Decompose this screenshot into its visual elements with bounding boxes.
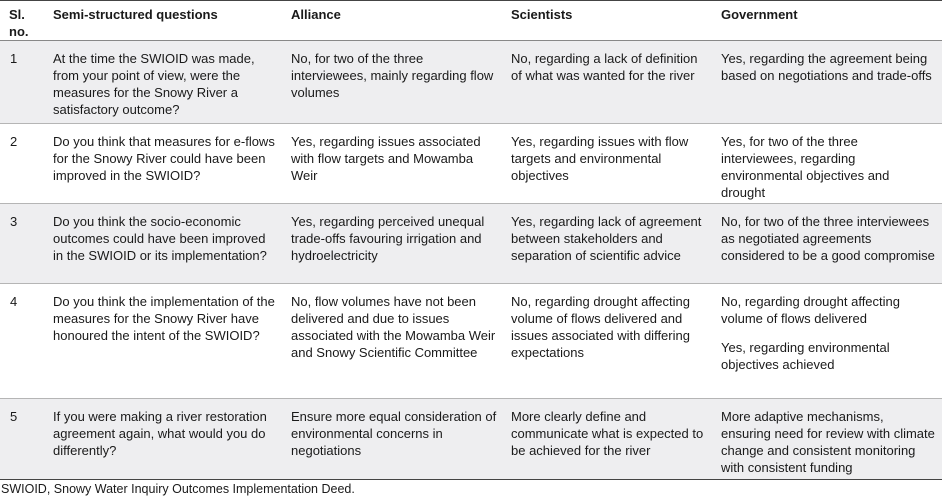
- cell-sl-no: 1: [10, 51, 18, 66]
- table-row: [0, 399, 942, 480]
- cell-sl-no: 4: [10, 294, 18, 309]
- cell-government: More adaptive mechanisms, ensuring need for review with climate change and consistent monitoring with consistent funding: [721, 409, 935, 475]
- cell-question: At the time the SWIOID was made, from your point of view, were the measures for the Snowy River a satisfactory outcome?: [53, 51, 255, 117]
- cell-question: If you were making a river restoration agreement again, what would you do differently?: [53, 409, 267, 458]
- cell-scientists: Yes, regarding lack of agreement between stakeholders and separation of scientific advice: [511, 214, 702, 263]
- cell-question: Do you think the socio-economic outcomes could have been improved in the SWIOID or its implementation?: [53, 214, 267, 263]
- table-row: [0, 284, 942, 399]
- header-sl-no: Sl. no.: [9, 7, 29, 39]
- header-questions: Semi-structured questions: [53, 7, 218, 22]
- cell-government-para-2: Yes, regarding environmental objectives achieved: [721, 340, 890, 372]
- cell-government: No, for two of the three interviewees as negotiated agreements considered to be a good compromise: [721, 214, 935, 263]
- cell-alliance: No, for two of the three interviewees, mainly regarding flow volumes: [291, 51, 494, 100]
- table-body: [0, 41, 942, 480]
- table-row: [0, 41, 942, 124]
- header-government: Government: [721, 7, 798, 22]
- table-footnote: SWIOID, Snowy Water Inquiry Outcomes Implementation Deed.: [1, 482, 355, 496]
- cell-question: Do you think the implementation of the measures for the Snowy River have honoured the intent of the SWIOID?: [53, 294, 275, 343]
- cell-scientists: No, regarding drought affecting volume of flows delivered and issues associated with differing expectations: [511, 294, 690, 360]
- cell-alliance: Yes, regarding issues associated with flow targets and Mowamba Weir: [291, 134, 481, 183]
- cell-scientists: Yes, regarding issues with flow targets and environmental objectives: [511, 134, 689, 183]
- cell-alliance: Ensure more equal consideration of environmental concerns in negotiations: [291, 409, 497, 458]
- cell-alliance: Yes, regarding perceived unequal trade-offs favouring irrigation and hydroelectricity: [291, 214, 485, 263]
- cell-scientists: No, regarding a lack of definition of what was wanted for the river: [511, 51, 698, 83]
- table-row: [0, 124, 942, 204]
- header-scientists: Scientists: [511, 7, 573, 22]
- cell-government: Yes, regarding the agreement being based on negotiations and trade-offs: [721, 51, 932, 83]
- cell-sl-no: 2: [10, 134, 18, 149]
- table-row: [0, 204, 942, 284]
- cell-alliance: No, flow volumes have not been delivered and due to issues associated with the Mowamba Weir and Snowy Scientific Committee: [291, 294, 496, 360]
- cell-question: Do you think that measures for e-flows for the Snowy River could have been improved in the SWIOID?: [53, 134, 275, 183]
- cell-government-para-1: No, regarding drought affecting volume of flows delivered: [721, 294, 900, 326]
- header-alliance: Alliance: [291, 7, 341, 22]
- cell-sl-no: 5: [10, 409, 18, 424]
- cell-government: Yes, for two of the three interviewees, regarding environmental objectives and drought: [721, 134, 890, 200]
- header-row: [0, 1, 942, 41]
- cell-government: [715, 284, 942, 399]
- cell-sl-no: 3: [10, 214, 18, 229]
- cell-scientists: More clearly define and communicate what is expected to be achieved for the river: [511, 409, 704, 458]
- table-header: [0, 1, 942, 41]
